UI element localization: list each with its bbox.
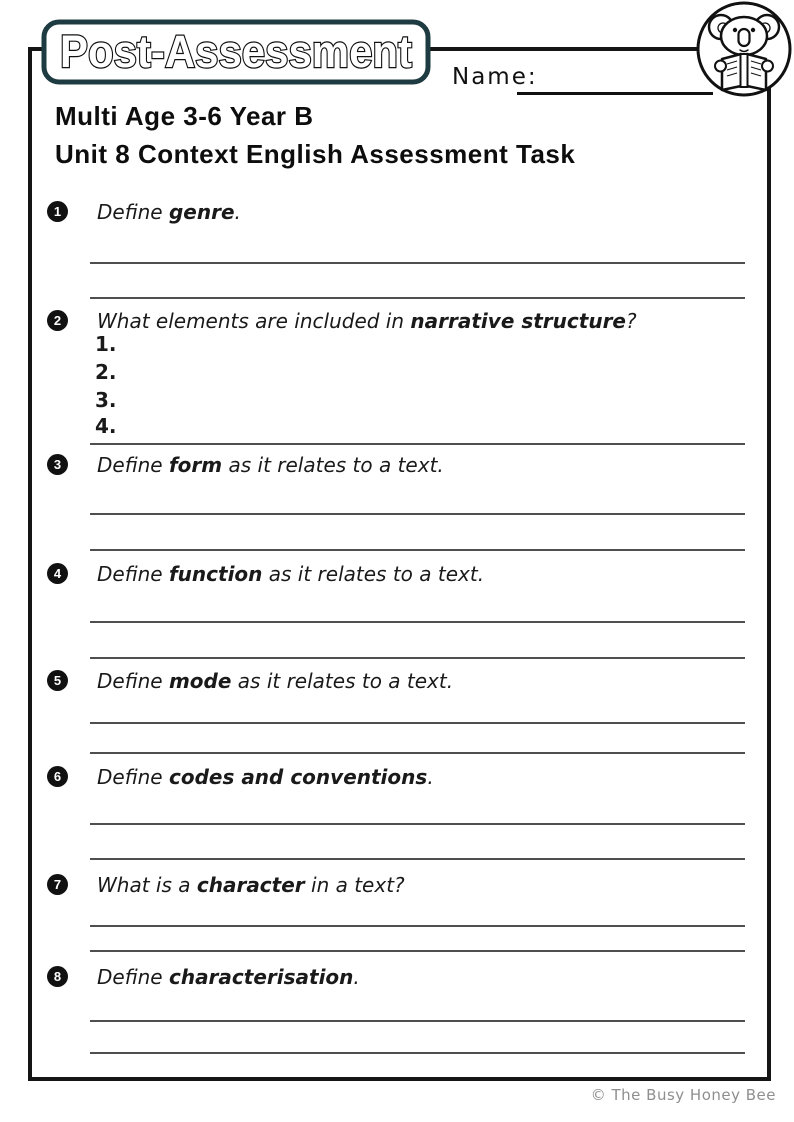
question-suffix: . [234,200,241,224]
question-suffix: as it relates to a text. [222,453,444,477]
koala-reading-book-icon [694,0,794,105]
answer-line [90,925,745,927]
question-key-term: function [168,562,263,586]
answer-line [90,657,745,659]
question-suffix: in a text? [304,873,405,897]
numbered-answer-slot: 2. [95,360,117,384]
question-text [97,668,453,694]
question-key-term: codes and conventions [168,765,428,789]
copyright-credit: © The Busy Honey Bee [590,1086,776,1104]
question-prefix: What elements are included in [97,309,411,333]
question-7 [47,872,405,898]
question-prefix: Define [97,965,169,989]
question-8 [47,964,360,990]
answer-line [90,262,745,264]
question-6 [47,764,434,790]
question-key-term: form [168,453,223,477]
question-key-term: genre [168,200,235,224]
answer-line [90,549,745,551]
name-write-line [517,92,713,95]
question-prefix: Define [97,453,169,477]
question-prefix: What is a [97,873,197,897]
answer-line [90,752,745,754]
answer-line [90,823,745,825]
question-number-badge: 5 [47,670,68,691]
question-number-badge: 3 [47,454,68,475]
question-text [97,452,444,478]
question-text [97,964,360,990]
question-4 [47,561,484,587]
answer-line [90,297,745,299]
question-2 [47,308,637,334]
numbered-answer-slot: 4. [95,414,117,438]
question-suffix: as it relates to a text. [262,562,485,586]
question-prefix: Define [97,765,169,789]
question-text [97,561,484,587]
question-suffix: . [353,965,360,989]
badge-outline [40,18,432,86]
question-suffix: ? [626,309,637,333]
question-3 [47,452,444,478]
numbered-answer-slot: 3. [95,388,117,412]
numbered-answer-slot: 1. [95,332,117,356]
question-number-badge: 8 [47,966,68,987]
question-number-badge: 6 [47,766,68,787]
question-prefix: Define [97,200,169,224]
question-5 [47,668,453,694]
question-text [97,872,405,898]
post-assessment-badge [40,18,432,91]
answer-line [90,858,745,860]
question-prefix: Define [97,669,169,693]
question-text [97,199,241,225]
question-text [97,764,434,790]
answer-line [90,1020,745,1022]
question-key-term: character [196,873,305,897]
question-key-term: narrative structure [410,309,626,333]
answer-line [90,950,745,952]
question-number-badge: 4 [47,563,68,584]
answer-line [90,1052,745,1054]
question-1 [47,199,241,225]
answer-line [90,621,745,623]
title-line-1: Multi Age 3-6 Year B [55,101,314,131]
question-number-badge: 7 [47,874,68,895]
name-label: Name: [452,64,538,90]
question-prefix: Define [97,562,169,586]
question-text [97,308,637,334]
answer-line [90,513,745,515]
badge-title: Post-Assessment [60,26,413,77]
answer-line [90,443,745,445]
question-suffix: as it relates to a text. [231,669,454,693]
question-suffix: . [427,765,434,789]
question-key-term: characterisation [168,965,354,989]
answer-line [90,722,745,724]
title-line-2: Unit 8 Context English Assessment Task [55,139,576,169]
question-number-badge: 2 [47,310,68,331]
question-number-badge: 1 [47,201,68,222]
question-key-term: mode [168,669,232,693]
